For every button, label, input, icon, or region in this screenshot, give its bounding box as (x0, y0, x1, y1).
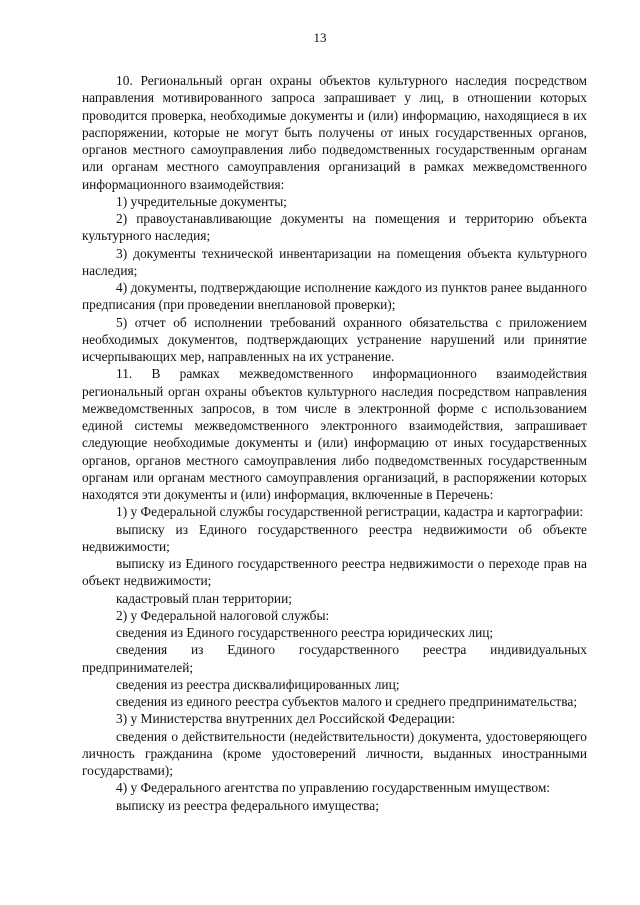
paragraph-11-intro: 11. В рамках межведомственного информационного взаимодействия региональный орган охраны объектов культурного наследия посредством направления межведомственных запросов, в том числе в электронной форме с использованием единой системы межведомственного электронного взаимодействия, запрашивает следующие необходимые документы и (или) информацию от иных государственных органов, органов местного самоуправления либо подведомственных государственным органам или органам местного самоуправления организаций, в распоряжении которых находятся эти документы и (или) информация, включенные в Перечень: (82, 366, 587, 502)
list-item: 1) у Федеральной службы государственной регистрации, кадастра и картографии: (116, 504, 584, 520)
list-item: 4) документы, подтверждающие исполнение каждого из пунктов ранее выданного предписания (при проведении внеплановой проверки); (82, 280, 587, 313)
paragraph-10-intro: 10. Региональный орган охраны объектов культурного наследия посредством направления мотивированного запроса запрашивает у лиц, в отношении которых проводится проверка, необходимые документы и (или) информацию, находящиеся в их распоряжении, которые не могут быть получены от иных государственных органов, органов местного самоуправления либо подведомственных государственным органам или органам местного самоуправления организаций в рамках межведомственного информационного взаимодействия: (82, 73, 587, 192)
list-item: выписку из Единого государственного реестра недвижимости о переходе прав на объект недвижимости; (82, 556, 587, 589)
list-item: 3) у Министерства внутренних дел Российской Федерации: (116, 711, 456, 727)
list-item: сведения о действительности (недействительности) документа, удостоверяющего личность гражданина (кроме удостоверений личности, выданных иностранными государствами); (82, 728, 587, 778)
page-number: 13 (313, 30, 327, 45)
list-item: 2) правоустанавливающие документы на помещения и территорию объекта культурного наследия; (82, 211, 587, 244)
list-item: сведения из Единого государственного реестра индивидуальных предпринимателей; (82, 642, 587, 675)
list-item: 5) отчет об исполнении требований охранного обязательства с приложением необходимых документов, подтверждающих устранение нарушений или принятие исчерпывающих мер, направленных на их устранение. (82, 314, 587, 364)
list-item: выписку из Единого государственного реестра недвижимости об объекте недвижимости; (82, 521, 587, 554)
list-item: 4) у Федерального агентства по управлению государственным имуществом: (116, 780, 551, 796)
list-item: 2) у Федеральной налоговой службы: (116, 607, 330, 623)
list-item: кадастровый план территории; (116, 590, 292, 606)
list-item: сведения из реестра дисквалифицированных лиц; (116, 676, 400, 692)
list-item: выписку из реестра федерального имущества; (116, 797, 379, 813)
list-item: сведения из единого реестра субъектов малого и среднего предпринимательства; (116, 694, 578, 709)
list-item: 1) учредительные документы; (116, 193, 287, 209)
list-item: сведения из Единого государственного реестра юридических лиц; (116, 625, 494, 640)
document-body (82, 72, 587, 814)
list-item: 3) документы технической инвентаризации на помещения объекта культурного наследия; (82, 245, 587, 278)
